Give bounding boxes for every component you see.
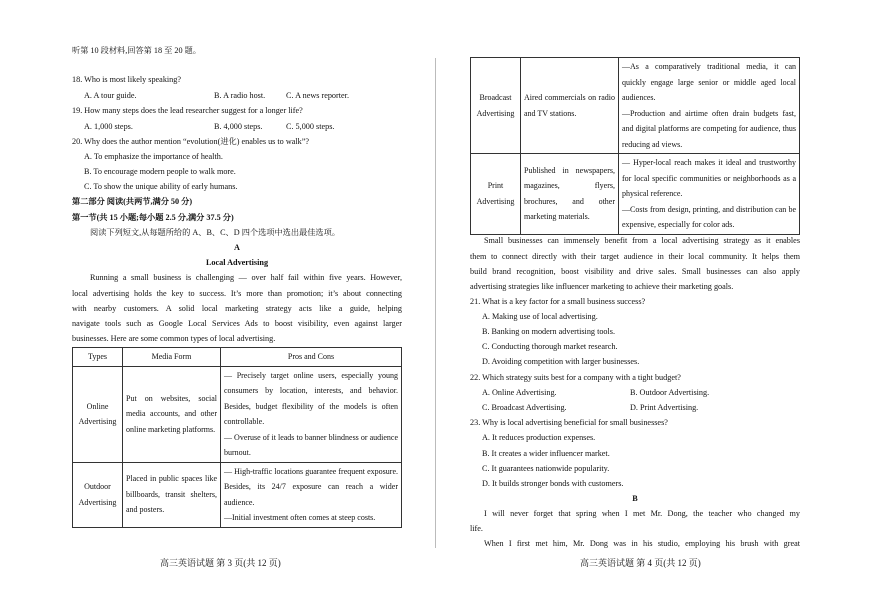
pros-text: — High-traffic locations guarantee frequent exposure. Besides, its 24/7 exposure can reach a wider audience. xyxy=(224,466,398,507)
q22-stem: 22. Which strategy suits best for a company with a tight budget? xyxy=(470,373,681,382)
pros-text: — Hyper-local reach makes it ideal and trustworthy for local specific communities or neighborhoods as a physical reference. xyxy=(622,158,796,198)
pros-text: — Precisely target online users, especially young consumers by location, interests, and behavior. Besides, budget flexibility of the models is often controllable. xyxy=(224,370,398,426)
section-one-heading: 第一节(共 15 小题;每小题 2.5 分,满分 37.5 分) xyxy=(72,213,234,222)
q18-stem: 18. Who is most likely speaking? xyxy=(72,75,182,84)
page-divider xyxy=(435,58,436,548)
passage-a-line: with nearby customers. A solid local marketing strategy acts like a guide, helping xyxy=(72,304,402,313)
passage-b-line: I will never forget that spring when I met Mr. Dong, the teacher who changed my xyxy=(484,509,800,518)
passage-a-line: Small businesses can immensely benefit from a local advertising strategy as it enables xyxy=(484,236,800,245)
pros-text: —As a comparatively traditional media, it can quickly engage large senior or middle aged local audiences. xyxy=(622,62,796,102)
table-cell-pros-cons xyxy=(221,366,402,462)
table-cell-type: Print Advertising xyxy=(471,154,521,235)
q22-option-c: C. Broadcast Advertising. xyxy=(482,403,567,412)
passage-b-letter: B xyxy=(632,494,638,503)
q20-option-b: B. To encourage modern people to walk more. xyxy=(84,167,236,176)
passage-a-line: navigate tools such as Google Local Services Ads to boost visibility, even against larger xyxy=(72,319,402,328)
q19-option-c: C. 5,000 steps. xyxy=(286,122,335,131)
q23-option-a: A. It reduces production expenses. xyxy=(482,433,596,442)
passage-a-line: build brand recognition, boost visibility and drive sales. Small businesses can also apply xyxy=(470,267,800,276)
table-cell-type: Outdoor Advertising xyxy=(73,462,123,527)
q20-option-a: A. To emphasize the importance of health. xyxy=(84,152,223,161)
q18-option-b: B. A radio host. xyxy=(214,91,266,100)
passage-a-title: Local Advertising xyxy=(205,258,269,267)
table-row xyxy=(471,154,800,235)
q22-option-b: B. Outdoor Advertising. xyxy=(630,388,710,397)
passage-b-line: When I first met him, Mr. Dong was in his studio, employing his brush with great xyxy=(484,539,800,548)
table-cell-media: Put on websites, social media accounts, and other online marketing platforms. xyxy=(123,366,221,462)
q20-stem: 20. Why does the author mention “evolution(进化) enables us to walk”? xyxy=(72,137,310,146)
table-row xyxy=(73,462,402,527)
right-page-footer: 高三英语试题 第 4 页(共 12 页) xyxy=(580,558,701,568)
cons-text: —Production and airtime often drain budgets fast, and digital platforms are competing for audience, thus reducing ad views. xyxy=(622,108,796,149)
passage-a-line: them to connect directly with their target audience in their local community. It helps them xyxy=(470,252,800,261)
q23-stem: 23. Why is local advertising beneficial for small businesses? xyxy=(470,418,668,427)
q23-option-b: B. It creates a wider influencer market. xyxy=(482,449,610,458)
table-cell-pros-cons xyxy=(221,462,402,527)
q23-option-d: D. It builds stronger bonds with customers. xyxy=(482,479,624,488)
q19-option-a: A. 1,000 steps. xyxy=(84,122,133,131)
passage-a-letter: A xyxy=(234,243,240,252)
passage-a-line: businesses. Here are some common types of local advertising. xyxy=(72,334,276,343)
q22-option-d: D. Print Advertising. xyxy=(630,403,699,412)
table-header-pros-cons: Pros and Cons xyxy=(221,348,402,367)
passage-a-line: local advertising holds the key to success. It’s more than promotion; it’s about connecting xyxy=(72,289,402,298)
reading-instruction: 阅读下列短文,从每题所给的 A、B、C、D 四个选项中选出最佳选项。 xyxy=(90,228,340,237)
left-page-footer: 高三英语试题 第 3 页(共 12 页) xyxy=(160,558,281,568)
table-cell-media: Aired commercials on radio and TV stations. xyxy=(521,58,619,154)
table-cell-media: Published in newspapers, magazines, flyers, brochures, and other marketing materials. xyxy=(521,154,619,235)
advertising-table-part1 xyxy=(72,347,402,528)
q21-option-d: D. Avoiding competition with larger businesses. xyxy=(482,357,640,366)
passage-b-line: life. xyxy=(470,524,483,533)
passage-a-line: Running a small business is challenging — over half fail within five years. However, xyxy=(90,273,402,282)
q21-option-c: C. Conducting thorough market research. xyxy=(482,342,618,351)
advertising-table-part2 xyxy=(470,57,800,235)
q18-option-c: C. A news reporter. xyxy=(286,91,349,100)
table-cell-type: Online Advertising xyxy=(73,366,123,462)
passage-a-line: advertising strategies like influencer marketing to achieve their marketing goals. xyxy=(470,282,734,291)
q20-option-c: C. To show the unique ability of early humans. xyxy=(84,182,238,191)
table-row xyxy=(471,58,800,154)
q21-stem: 21. What is a key factor for a small business success? xyxy=(470,297,646,306)
part-two-heading: 第二部分 阅读(共两节,满分 50 分) xyxy=(72,197,193,206)
listening-intro: 听第 10 段材料,回答第 18 至 20 题。 xyxy=(72,46,201,55)
table-cell-pros-cons xyxy=(619,154,800,235)
cons-text: —Initial investment often comes at steep costs. xyxy=(224,513,376,522)
table-row xyxy=(73,366,402,462)
cons-text: —Costs from design, printing, and distribution can be expensive, especially for color ads. xyxy=(622,204,796,229)
table-cell-type: Broadcast Advertising xyxy=(471,58,521,154)
cons-text: — Overuse of it leads to banner blindness or audience burnout. xyxy=(224,432,398,457)
table-cell-media: Placed in public spaces like billboards, transit shelters, and posters. xyxy=(123,462,221,527)
q19-option-b: B. 4,000 steps. xyxy=(214,122,263,131)
q18-option-a: A. A tour guide. xyxy=(84,91,137,100)
table-header-media: Media Form xyxy=(123,348,221,367)
q22-option-a: A. Online Advertising. xyxy=(482,388,557,397)
q21-option-a: A. Making use of local advertising. xyxy=(482,312,598,321)
q19-stem: 19. How many steps does the lead researcher suggest for a longer life? xyxy=(72,106,303,115)
table-cell-pros-cons xyxy=(619,58,800,154)
table-header-types: Types xyxy=(73,348,123,367)
q23-option-c: C. It guarantees nationwide popularity. xyxy=(482,464,610,473)
q21-option-b: B. Banking on modern advertising tools. xyxy=(482,327,616,336)
